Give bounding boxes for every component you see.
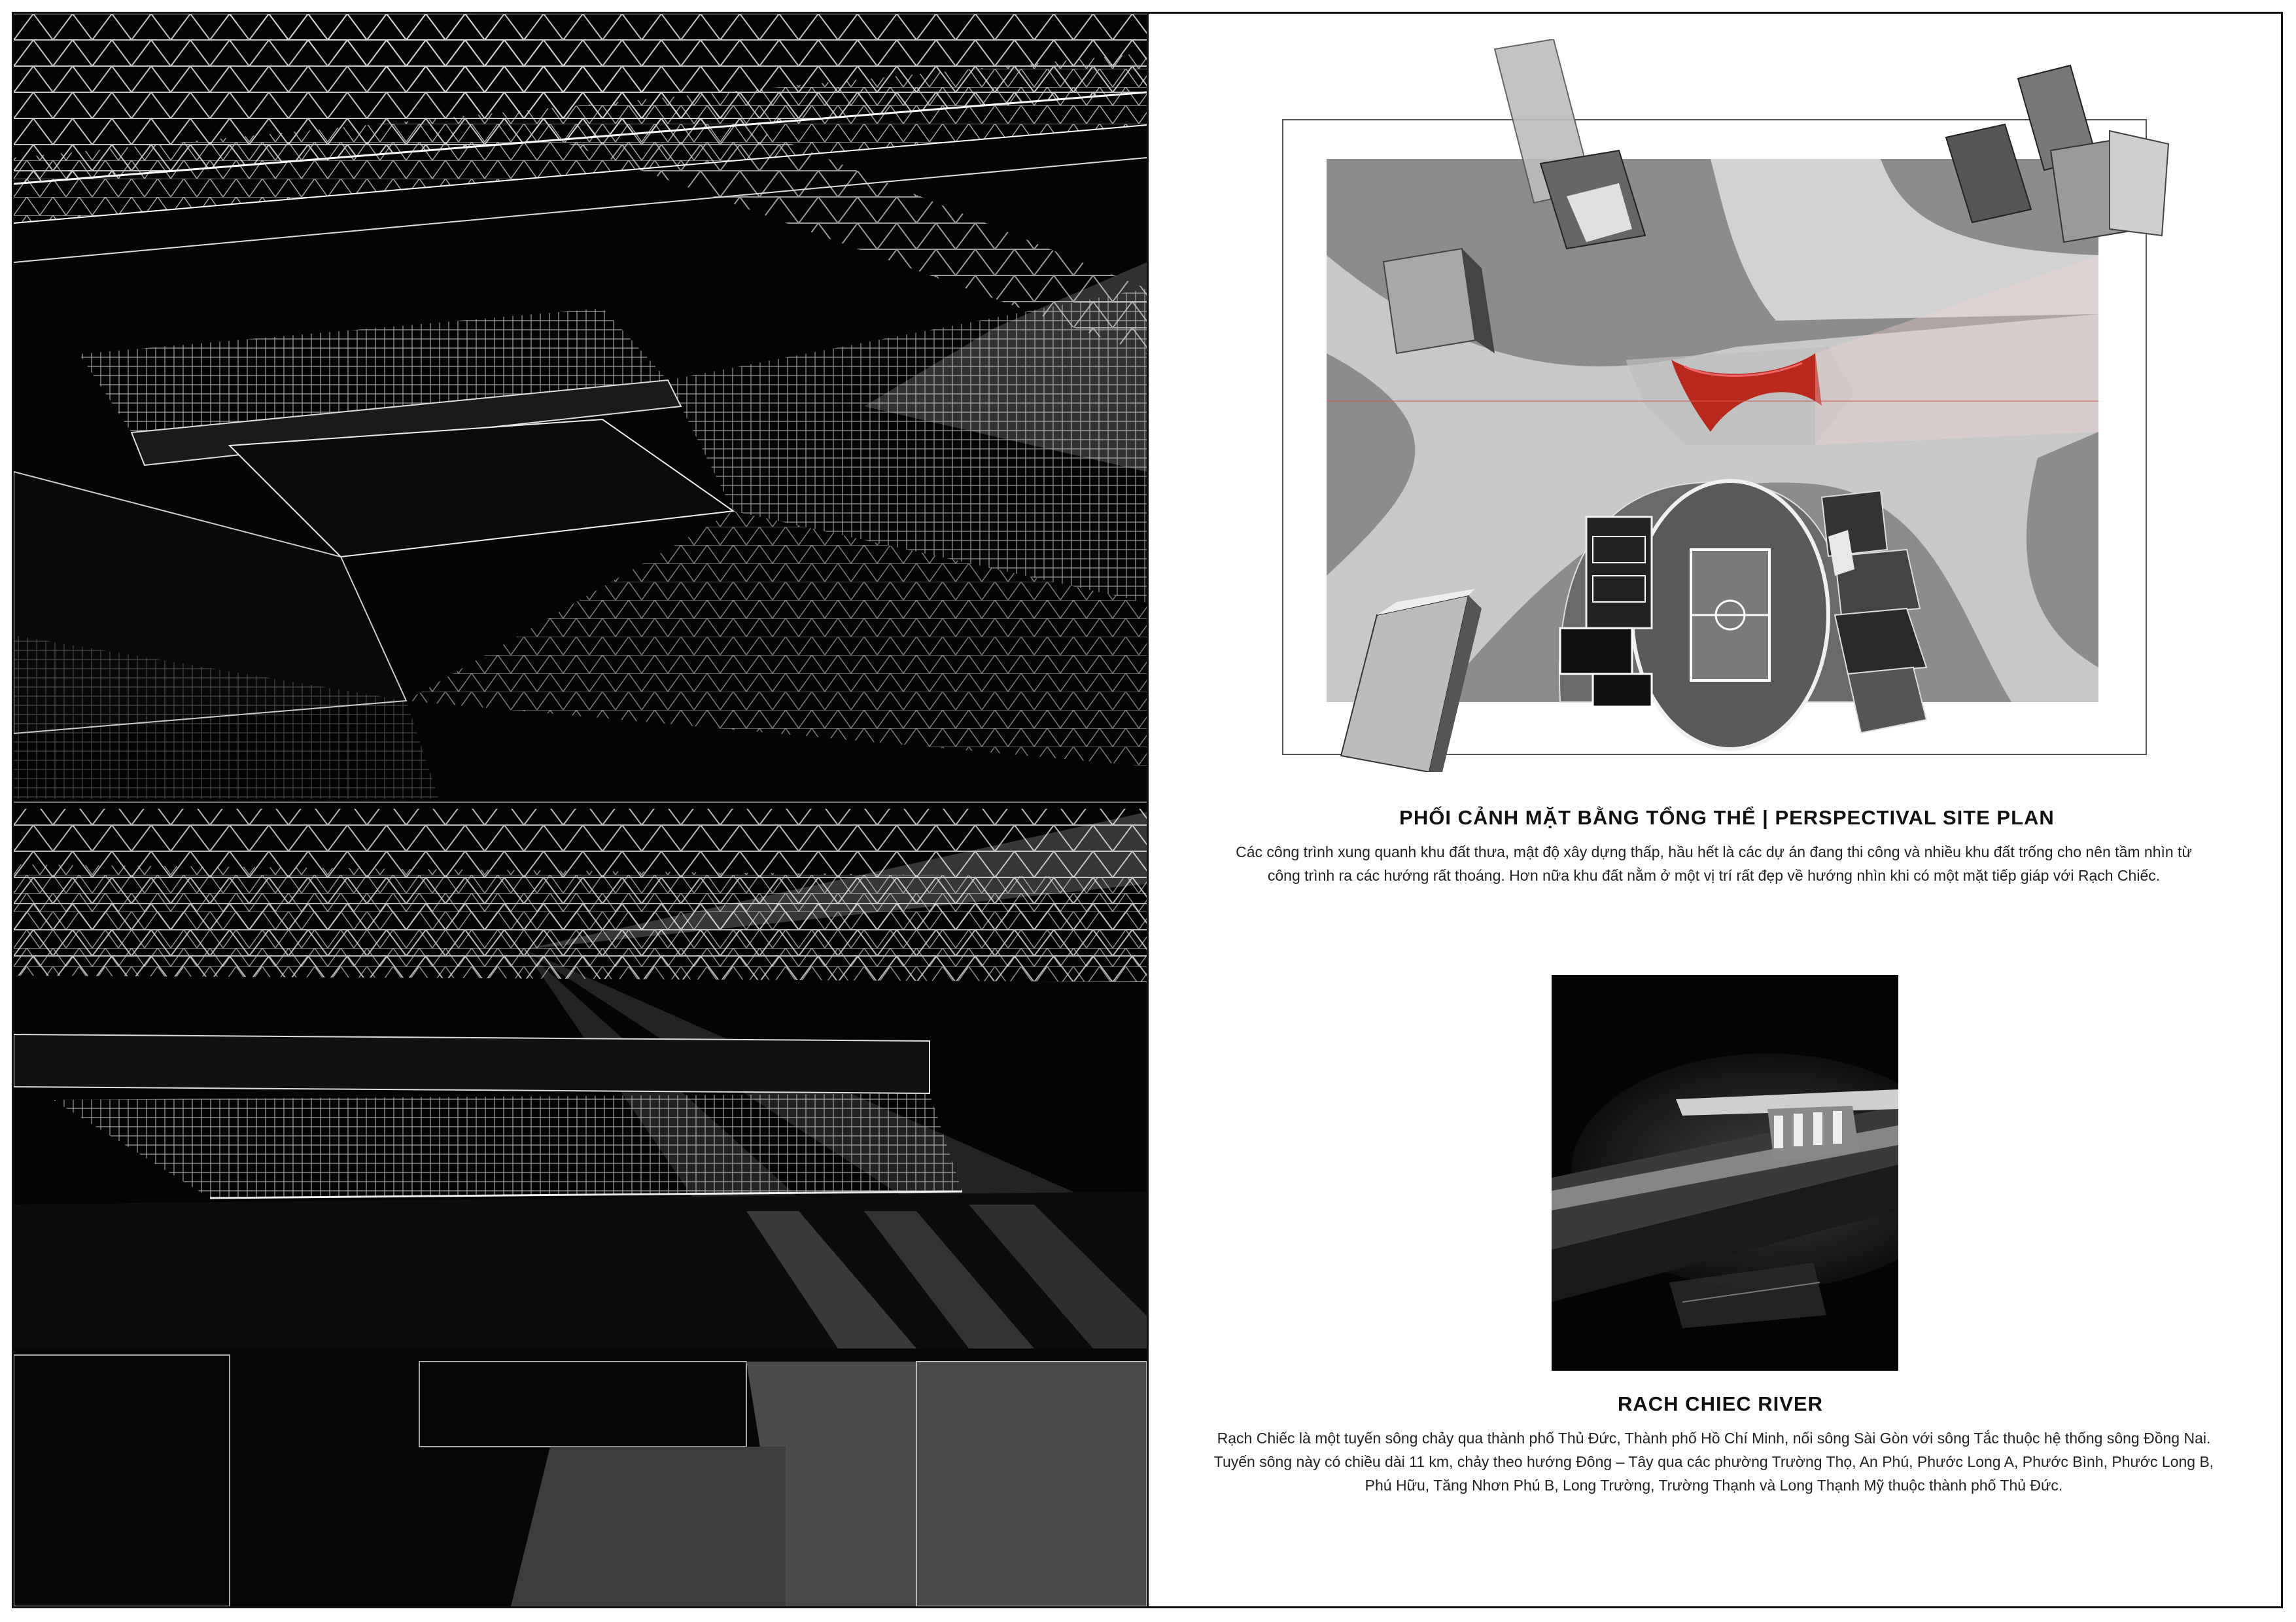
top-render: [14, 14, 1147, 802]
bottom-render: [14, 809, 1147, 1606]
wireframe-illustration: [14, 14, 1147, 1606]
site-plan-illustration: [1279, 39, 2182, 772]
site-plan-description: Các công trình xung quanh khu đất thưa, mật độ xây dựng thấp, hầu hết là các dự án đang thi công và nhiều khu đất trống cho nên tầm nhìn từ công trình ra các hướng rất thoáng. Hơn nữa khu đất nằm ở một vị trí rất đẹp về hướng nhìn khi có một mặt tiếp giáp với Rạch Chiếc.: [1236, 843, 2192, 884]
stadium-wireframe-renders: [14, 14, 1147, 1606]
river-title: RACH CHIEC RIVER: [1618, 1392, 1823, 1415]
river-description: Rạch Chiếc là một tuyến sông chảy qua thành phố Thủ Đức, Thành phố Hồ Chí Minh, nối sông Sài Gòn với sông Tắc thuộc hệ thống sông Đồng Nai. Tuyến sông này có chiều dài 11 km, chảy theo hướng Đông – Tây qua các phường Trường Thọ, An Phú, Phước Long A, Phước Bình, Phước Long B, Phú Hữu, Tăng Nhơn Phú B, Long Trường, Trường Thạnh và Long Thạnh Mỹ thuộc thành phố Thủ Đức.: [1213, 1430, 2214, 1494]
site-plan-title: PHỐI CẢNH MẶT BẰNG TỔNG THỂ | PERSPECTIVAL SITE PLAN: [1399, 806, 2055, 829]
river-model-photo: [1552, 975, 1898, 1371]
river-photo-graphic: [1552, 975, 1898, 1371]
site-plan-graphic: [1279, 39, 2182, 772]
center-divider: [1147, 14, 1149, 1606]
